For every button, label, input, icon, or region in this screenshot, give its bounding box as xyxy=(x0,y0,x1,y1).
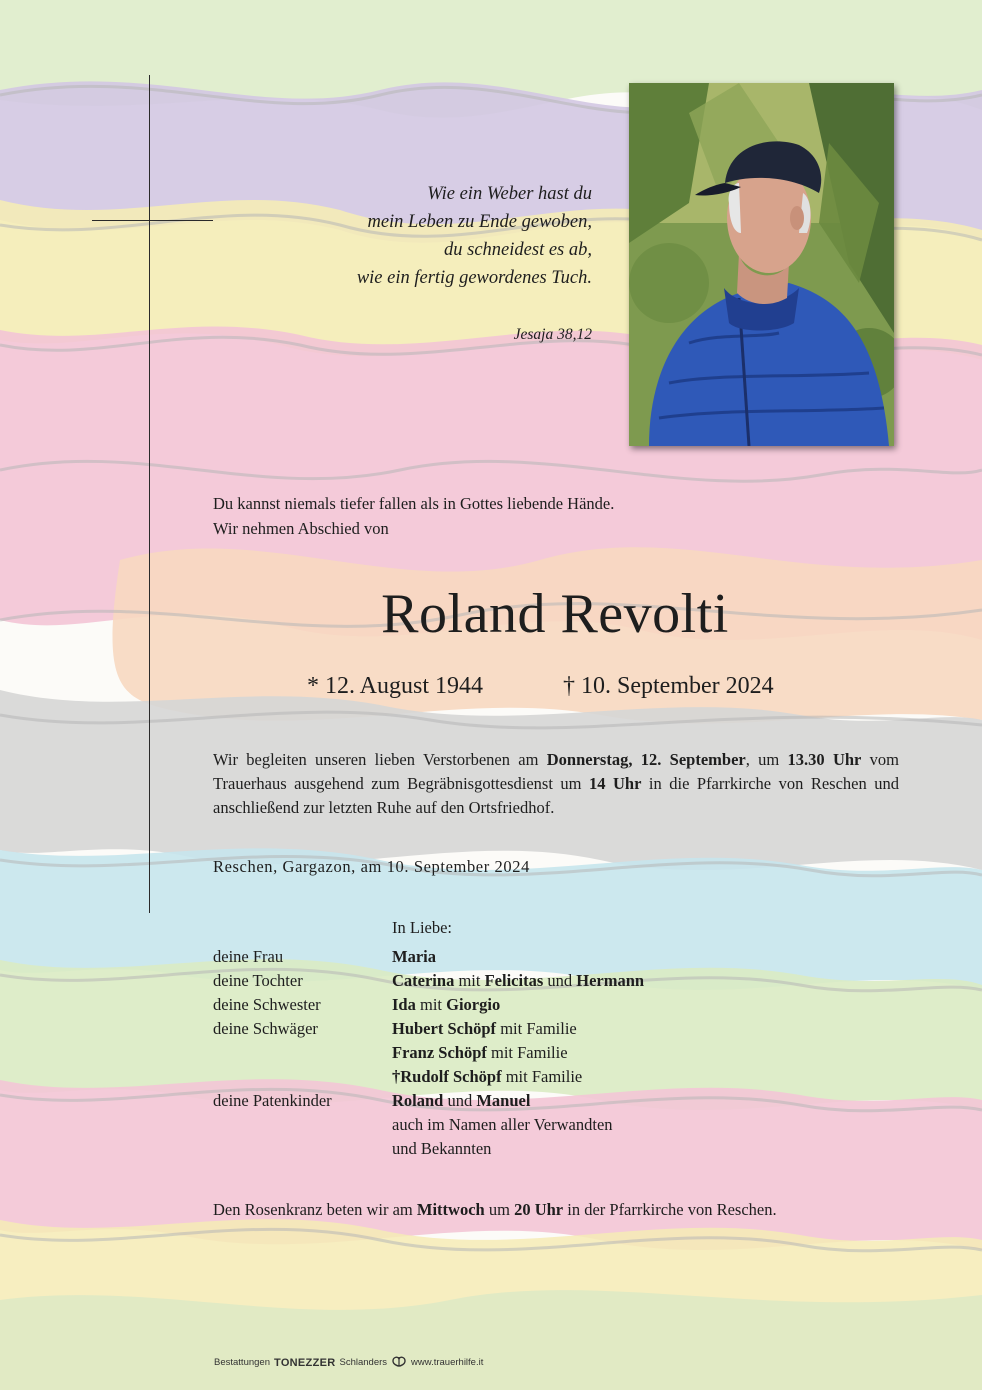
mourner-name: Roland xyxy=(392,1091,444,1110)
mourner-name: Hermann xyxy=(576,971,645,990)
rosary-info xyxy=(213,1200,777,1220)
portrait-photo xyxy=(629,83,894,446)
bible-quote xyxy=(357,180,592,292)
mourner-name: Giorgio xyxy=(446,995,501,1014)
trauerhilfe-logo-icon xyxy=(391,1355,407,1370)
footer-town: Schlanders xyxy=(339,1357,388,1368)
funeral-home-footer xyxy=(214,1355,483,1370)
quote-line: du schneidest es ab, xyxy=(444,240,592,260)
mourner-row xyxy=(0,947,982,971)
mourner-row xyxy=(0,971,982,995)
footer-brand: TONEZZER xyxy=(274,1356,336,1369)
quote-line: mein Leben zu Ende gewoben, xyxy=(367,212,592,232)
mourner-names xyxy=(392,995,500,1015)
mourner-names xyxy=(392,971,644,991)
others-line: auch im Namen aller Verwandten xyxy=(392,1115,613,1134)
funeral-text: in die Pfarrkirche von Reschen und anschließend zur letzten Ruhe auf den Ortsfriedhof. xyxy=(213,774,899,817)
connector-text: mit Familie xyxy=(501,1067,583,1086)
mass-time: 14 Uhr xyxy=(588,774,642,793)
connector-text: und xyxy=(443,1091,477,1110)
quote-line: wie ein fertig gewordenes Tuch. xyxy=(356,268,592,288)
footer-url[interactable]: www.trauerhilfe.it xyxy=(411,1357,484,1368)
quote-source: Jesaja 38,12 xyxy=(513,326,592,343)
in-love-heading: In Liebe: xyxy=(392,918,453,937)
mourner-name: Caterina xyxy=(392,971,455,990)
relation-label: deine Tochter xyxy=(213,971,303,990)
rosary-text: in der Pfarrkirche von Reschen. xyxy=(563,1200,777,1219)
mourner-name: Hubert Schöpf xyxy=(392,1019,497,1038)
intro-line-1: Du kannst niemals tiefer fallen als in Gottes liebende Hände. xyxy=(213,494,615,513)
connector-text: mit Familie xyxy=(486,1043,568,1062)
rosary-text: Den Rosenkranz beten wir am xyxy=(213,1200,417,1219)
death-date: † 10. September 2024 xyxy=(563,673,774,699)
mourner-name: Franz Schöpf xyxy=(392,1043,487,1062)
mourner-names xyxy=(392,1019,577,1039)
funeral-text: vom Trauerhaus ausgehend zum Begräbnisgottesdienst um xyxy=(213,750,899,793)
intro-line-2: Wir nehmen Abschied von xyxy=(213,519,389,538)
birth-date: * 12. August 1944 xyxy=(307,673,484,699)
funeral-text: , um xyxy=(745,750,788,769)
relation-label: deine Schwester xyxy=(213,995,321,1014)
funeral-text: Wir begleiten unseren lieben Verstorbenen am xyxy=(213,750,547,769)
mourner-row xyxy=(0,1091,982,1115)
rosary-day: Mittwoch xyxy=(416,1200,485,1219)
connector-text: mit xyxy=(454,971,485,990)
connector-text: mit xyxy=(415,995,447,1014)
relation-label: deine Frau xyxy=(213,947,284,966)
funeral-day: Donnerstag, 12. September xyxy=(546,750,746,769)
quote-line: Wie ein Weber hast du xyxy=(427,184,592,204)
others-line: und Bekannten xyxy=(392,1139,492,1158)
mourner-names xyxy=(392,947,436,967)
mourner-name: †Rudolf Schöpf xyxy=(392,1067,502,1086)
mourner-names xyxy=(392,1067,582,1087)
funeral-info xyxy=(213,748,899,820)
mourner-row xyxy=(0,1139,982,1163)
rosary-text: um xyxy=(484,1200,515,1219)
connector-text: und xyxy=(543,971,577,990)
funeral-time: 13.30 Uhr xyxy=(787,750,862,769)
mourner-names xyxy=(392,1091,530,1111)
mourner-names xyxy=(392,1043,568,1063)
mourner-name: Manuel xyxy=(476,1091,531,1110)
mourner-name: Maria xyxy=(392,947,436,966)
relation-label: deine Patenkinder xyxy=(213,1091,332,1110)
deceased-name: Roland Revolti xyxy=(381,583,729,645)
mourner-name: Felicitas xyxy=(484,971,544,990)
footer-prefix: Bestattungen xyxy=(214,1357,270,1368)
relation-label: deine Schwäger xyxy=(213,1019,318,1038)
mourner-row xyxy=(0,995,982,1019)
cross-vertical-line xyxy=(149,75,150,913)
cross-horizontal-line xyxy=(92,220,213,221)
place-and-date: Reschen, Gargazon, am 10. September 2024 xyxy=(213,857,530,876)
rosary-time: 20 Uhr xyxy=(514,1200,564,1219)
mourner-row xyxy=(0,1067,982,1091)
mourner-row xyxy=(0,1019,982,1043)
mourner-row xyxy=(0,1115,982,1139)
mourner-name: Ida xyxy=(392,995,416,1014)
mourner-row xyxy=(0,1043,982,1067)
connector-text: mit Familie xyxy=(496,1019,577,1038)
